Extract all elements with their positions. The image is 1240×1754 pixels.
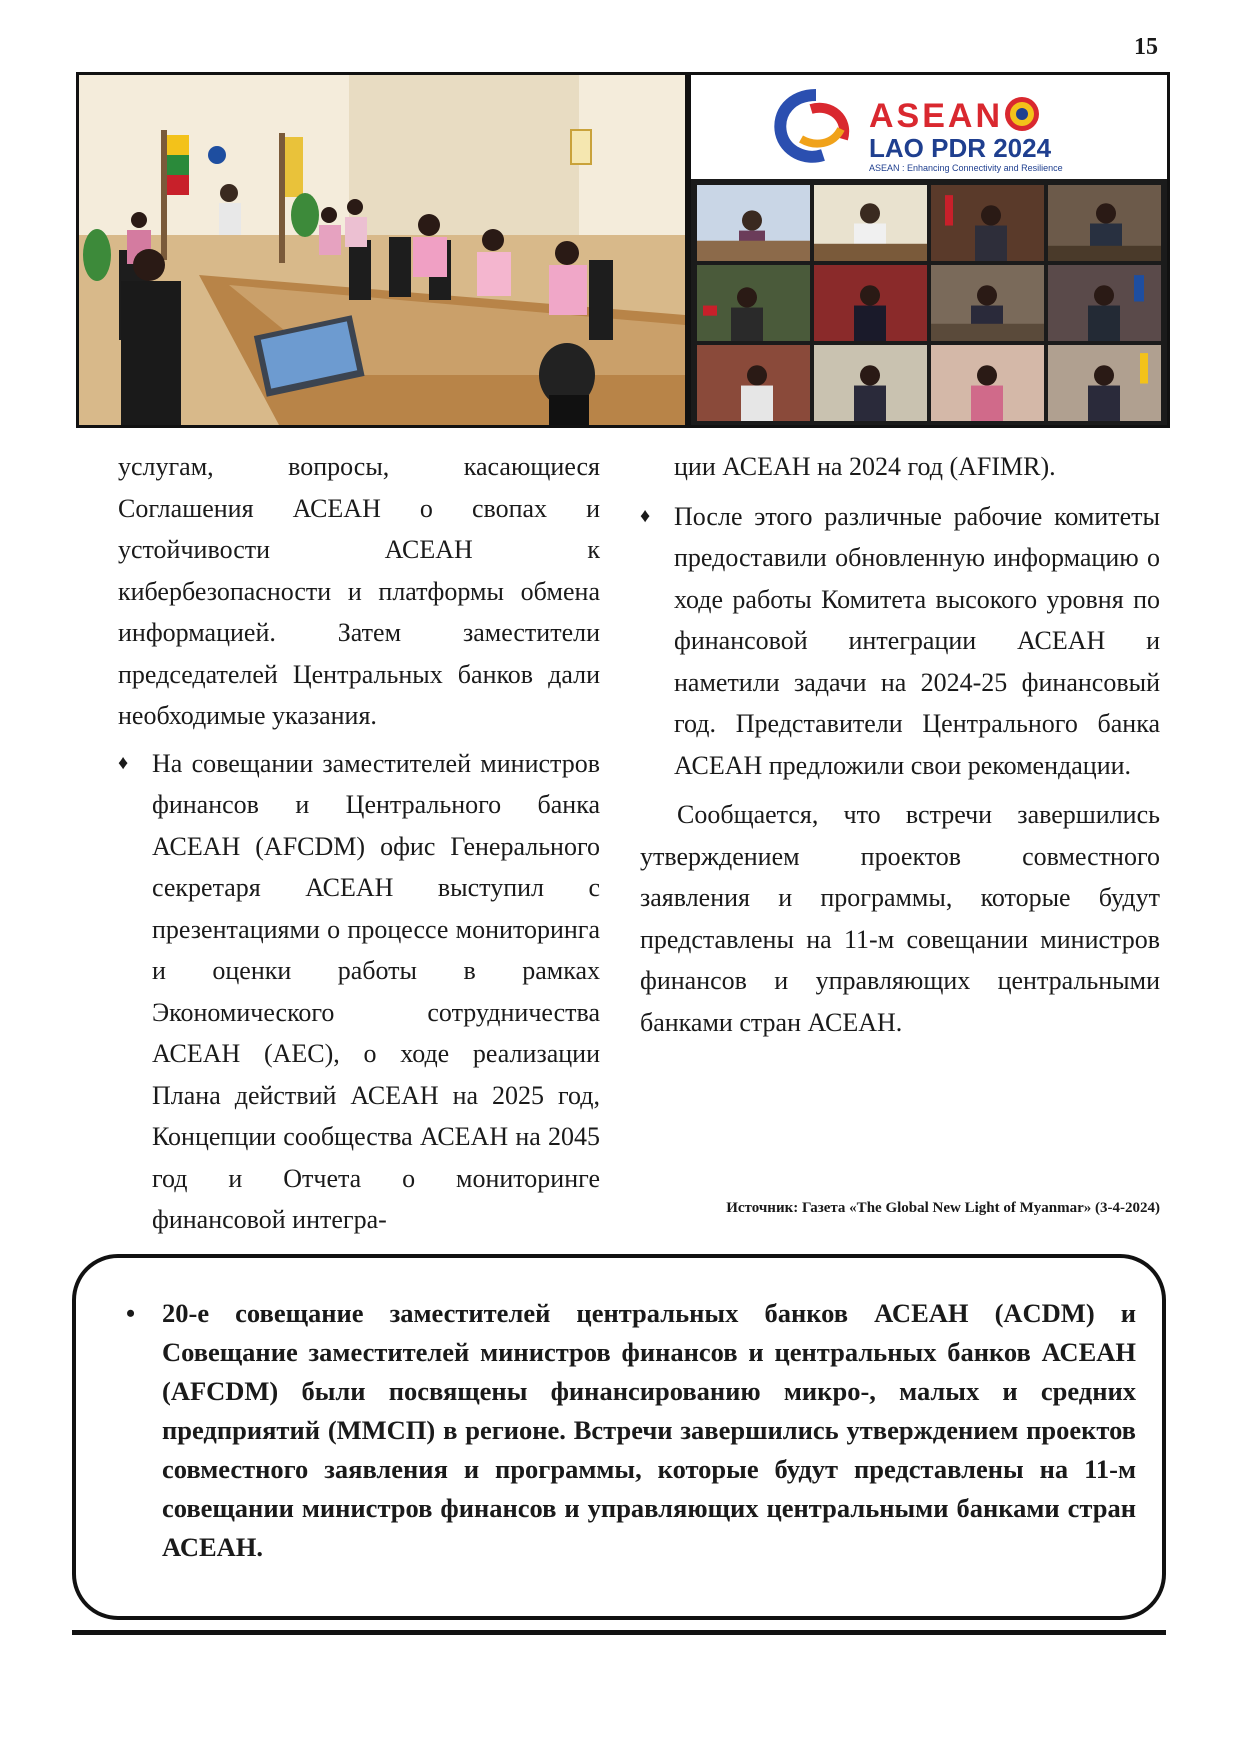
source-citation: Источник: Газета «The Global New Light of Myanmar» (3-4-2024) [726,1200,1160,1216]
video-tile [931,185,1044,261]
video-tile [697,345,810,421]
diamond-bullet-icon: ♦ [118,751,129,774]
asean-title: ASEAN [869,97,1004,135]
right-bullet-text: После этого различные рабочие комитеты предоставили обновленную информацию о ходе работы Комитета высокого уровня по финансовой интеграции АСЕАН и наметили задачи на 2024-25 финансовый год. Представители Центрального банка АСЕАН предложили свои рекомендации. [674,501,1160,780]
diamond-bullet-icon: ♦ [640,504,651,527]
right-paragraph: Сообщается, что встречи завершились утверждением проектов совместного заявления и программы, которые будут представлены на 11-м совещании министров финансов и управляющих центральными банками стран АСЕАН. [640,800,1160,1037]
video-tile [814,265,927,341]
page-number: 15 [1134,34,1158,60]
asean-subtitle: LAO PDR 2024 [869,133,1052,163]
summary-item [126,1294,1136,1567]
asean-tagline: ASEAN : Enhancing Connectivity and Resilience [869,163,1063,173]
left-bullet-text: На совещании заместителей министров финансов и Центрального банка АСЕАН (AFCDM) офис Генерального секретаря АСЕАН выступил с презентациями о процессе мониторинга и оценки работы в рамках Экономического сотрудничества АСЕАН (AEC), о ходе реализации Плана действий АСЕАН на 2025 год, Концепции сообщества АСЕАН на 2045 год и Отчета о мониторинге финансовой интегра- [152,748,600,1234]
left-paragraph: услугам, вопросы, касающиеся Соглашения АСЕАН о свопах и устойчивости АСЕАН к кибербезопасности и платформы обмена информацией. Затем заместители председателей Центральных банков дали необходимые указания. [118,452,600,730]
right-paragraph-continued: ции АСЕАН на 2024 год (AFIMR). [674,452,1056,481]
bullet-dot-icon: • [126,1299,136,1328]
video-tile [697,265,810,341]
asean-banner [691,75,1167,179]
summary-text: 20-е совещание заместителей центральных банков АСЕАН (ACDM) и Совещание заместителей министров финансов и центральных банков АСЕАН (AFCDM) были посвящены финансированию микро-, малых и средних предприятий (ММСП) в регионе. Встречи завершились утверждением проектов совместного заявления и программы, которые будут представлены на 11-м совещании министров финансов и управляющих центральными банками стран АСЕАН. [162,1298,1136,1562]
left-column [118,446,600,1241]
photo-strip [76,72,1170,428]
video-tile [814,185,927,261]
video-tile [1048,265,1161,341]
left-bullet-item [118,743,600,1241]
video-tile [697,185,810,261]
summary-box [72,1254,1166,1620]
asean-conference-panel [691,75,1167,425]
video-tile [1048,345,1161,421]
asean-logo-icon [771,89,861,169]
right-bullet-item [640,496,1160,787]
right-column [640,446,1160,1043]
video-call-grid [697,185,1161,421]
asean-emblem-icon [1003,95,1041,133]
video-tile [1048,185,1161,261]
meeting-room-photo [79,75,685,425]
bottom-rule [72,1630,1166,1635]
video-tile [814,345,927,421]
video-tile [931,265,1044,341]
video-tile [931,345,1044,421]
